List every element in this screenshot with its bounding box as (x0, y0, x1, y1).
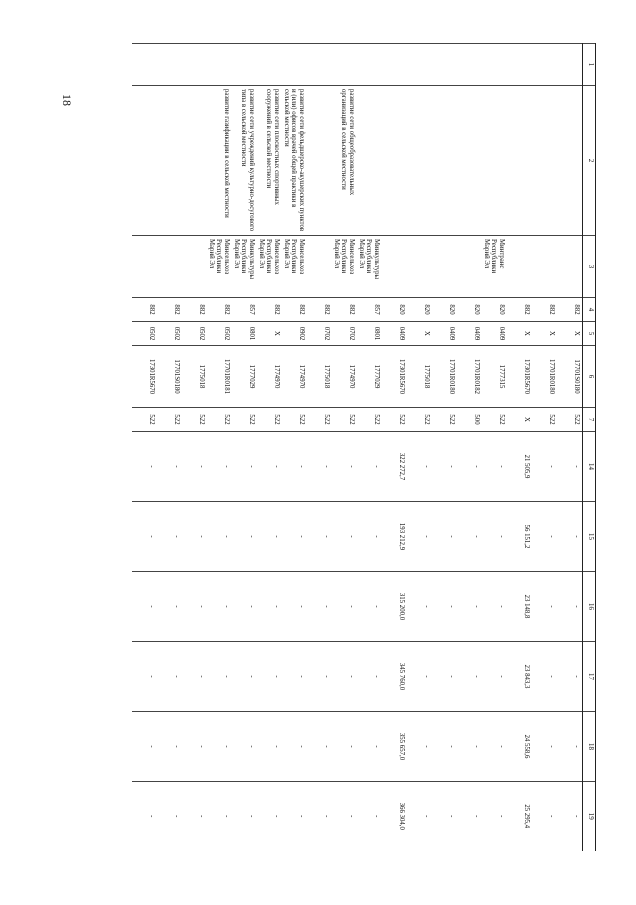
column-header: 2 (583, 86, 596, 236)
cell-c1 (532, 44, 557, 86)
cell-c14: - (557, 432, 583, 502)
cell-c7: X (507, 408, 532, 432)
header-row (583, 44, 596, 851)
cell-c2 (457, 86, 482, 236)
cell-c6: 17701R0180 (432, 346, 457, 408)
cell-c5: 0409 (482, 322, 507, 346)
cell-c3 (432, 236, 457, 298)
cell-c4: 820 (432, 298, 457, 322)
rotated-table-container (106, 43, 596, 850)
cell-c17: - (332, 642, 357, 712)
cell-c1 (332, 44, 357, 86)
cell-c3: Минсельхоз Республики Марий Эл (332, 236, 357, 298)
cell-c19: - (282, 782, 307, 851)
cell-c5: 0902 (282, 322, 307, 346)
cell-c1 (357, 44, 382, 86)
cell-c16: - (207, 572, 232, 642)
cell-c16: - (257, 572, 282, 642)
cell-c16: - (407, 572, 432, 642)
column-header: 1 (583, 44, 596, 86)
cell-c18: - (532, 712, 557, 782)
cell-c1 (282, 44, 307, 86)
table-row (307, 44, 332, 851)
cell-c17: - (557, 642, 583, 712)
cell-c19: 25 295,4 (507, 782, 532, 851)
cell-c6: 17301R5670 (382, 346, 407, 408)
cell-c14: - (157, 432, 182, 502)
cell-c15: - (207, 502, 232, 572)
cell-c4: 820 (382, 298, 407, 322)
cell-c17: - (532, 642, 557, 712)
cell-c14: - (332, 432, 357, 502)
cell-c15: - (482, 502, 507, 572)
cell-c16: - (132, 572, 157, 642)
table-row (332, 44, 357, 851)
cell-c5: 0801 (232, 322, 257, 346)
cell-c5: X (532, 322, 557, 346)
cell-c18: - (157, 712, 182, 782)
cell-c5: 0409 (457, 322, 482, 346)
cell-c7: 522 (432, 408, 457, 432)
cell-c14: - (207, 432, 232, 502)
page-number: 18 (60, 94, 74, 106)
cell-c1 (407, 44, 432, 86)
cell-c14: 322 272,7 (382, 432, 407, 502)
cell-c2 (507, 86, 532, 236)
cell-c19: - (307, 782, 332, 851)
cell-c16: - (482, 572, 507, 642)
cell-c3 (157, 236, 182, 298)
cell-c18: - (257, 712, 282, 782)
cell-c19: - (157, 782, 182, 851)
cell-c14: - (307, 432, 332, 502)
cell-c17: - (132, 642, 157, 712)
cell-c7: 522 (407, 408, 432, 432)
cell-c1 (457, 44, 482, 86)
table-row (382, 44, 407, 851)
cell-c18: - (282, 712, 307, 782)
cell-c16: 315 200,0 (382, 572, 407, 642)
cell-c16: - (457, 572, 482, 642)
cell-c19: - (557, 782, 583, 851)
cell-c4: 882 (557, 298, 583, 322)
cell-c7: 522 (332, 408, 357, 432)
cell-c6: 1774970 (282, 346, 307, 408)
table-row (457, 44, 482, 851)
cell-c2 (557, 86, 583, 236)
cell-c1 (382, 44, 407, 86)
table-row (157, 44, 182, 851)
cell-c6: 17301R5670 (507, 346, 532, 408)
cell-c15: - (282, 502, 307, 572)
cell-c14: - (257, 432, 282, 502)
cell-c2 (532, 86, 557, 236)
cell-c17: 23 843,3 (507, 642, 532, 712)
cell-c5: 0702 (307, 322, 332, 346)
cell-c15: - (407, 502, 432, 572)
cell-c4: 882 (132, 298, 157, 322)
column-header: 4 (583, 298, 596, 322)
column-header: 14 (583, 432, 596, 502)
cell-c4: 857 (357, 298, 382, 322)
cell-c1 (482, 44, 507, 86)
cell-c16: - (282, 572, 307, 642)
cell-c7: 522 (257, 408, 282, 432)
cell-c16: - (157, 572, 182, 642)
cell-c16: - (232, 572, 257, 642)
table-row (482, 44, 507, 851)
cell-c18: - (407, 712, 432, 782)
cell-c3 (182, 236, 207, 298)
cell-c19: - (432, 782, 457, 851)
cell-c3 (557, 236, 583, 298)
cell-c16: - (182, 572, 207, 642)
table-row (232, 44, 257, 851)
table-row (432, 44, 457, 851)
cell-c2: развитие сети общеобразовательных организаций в сельской местности (332, 86, 357, 236)
cell-c1 (132, 44, 157, 86)
cell-c1 (507, 44, 532, 86)
cell-c7: 522 (157, 408, 182, 432)
cell-c7: 522 (207, 408, 232, 432)
cell-c14: - (432, 432, 457, 502)
cell-c18: - (332, 712, 357, 782)
cell-c17: - (457, 642, 482, 712)
cell-c19: - (182, 782, 207, 851)
table-row (257, 44, 282, 851)
cell-c15: - (357, 502, 382, 572)
cell-c15: - (532, 502, 557, 572)
table-row (407, 44, 432, 851)
cell-c4: 882 (182, 298, 207, 322)
cell-c3 (457, 236, 482, 298)
cell-c3 (307, 236, 332, 298)
cell-c2 (307, 86, 332, 236)
column-header: 16 (583, 572, 596, 642)
cell-c17: - (157, 642, 182, 712)
cell-c18: - (357, 712, 382, 782)
cell-c15: - (232, 502, 257, 572)
cell-c3 (382, 236, 407, 298)
cell-c3: Минкультуры Республики Марий Эл (357, 236, 382, 298)
cell-c4: 882 (307, 298, 332, 322)
column-header: 6 (583, 346, 596, 408)
cell-c6: 17701S0180 (157, 346, 182, 408)
cell-c19: - (457, 782, 482, 851)
cell-c19: - (257, 782, 282, 851)
cell-c15: - (332, 502, 357, 572)
budget-table (132, 43, 596, 851)
cell-c6: 1777029 (232, 346, 257, 408)
cell-c19: - (232, 782, 257, 851)
cell-c15: - (557, 502, 583, 572)
cell-c16: - (332, 572, 357, 642)
cell-c15: 56 151,2 (507, 502, 532, 572)
cell-c7: 522 (357, 408, 382, 432)
cell-c7: 522 (182, 408, 207, 432)
cell-c2 (482, 86, 507, 236)
cell-c3 (407, 236, 432, 298)
cell-c4: 857 (232, 298, 257, 322)
cell-c2: развитие сети учреждений культурно-досугового типа в сельской местности (232, 86, 257, 236)
table-row (282, 44, 307, 851)
cell-c1 (307, 44, 332, 86)
cell-c5: 0702 (332, 322, 357, 346)
cell-c19: - (532, 782, 557, 851)
cell-c5: X (557, 322, 583, 346)
cell-c4: 882 (207, 298, 232, 322)
cell-c6: 17701R0180 (532, 346, 557, 408)
cell-c5: 0502 (207, 322, 232, 346)
cell-c14: - (132, 432, 157, 502)
cell-c14: - (282, 432, 307, 502)
cell-c18: - (232, 712, 257, 782)
cell-c14: 21 505,9 (507, 432, 532, 502)
cell-c17: - (407, 642, 432, 712)
column-header: 15 (583, 502, 596, 572)
cell-c5: 0801 (357, 322, 382, 346)
cell-c7: 522 (382, 408, 407, 432)
cell-c2 (357, 86, 382, 236)
cell-c2: развитие сети фельдшерско-акушерских пунктов и (или) офисов врачей общей практики в сельской местности (282, 86, 307, 236)
cell-c16: - (357, 572, 382, 642)
cell-c7: 522 (282, 408, 307, 432)
cell-c18: - (482, 712, 507, 782)
cell-c5: 0409 (382, 322, 407, 346)
cell-c5: 0502 (132, 322, 157, 346)
cell-c19: - (482, 782, 507, 851)
cell-c3: Минсельхоз Республики Марий Эл (257, 236, 282, 298)
cell-c16: - (532, 572, 557, 642)
cell-c18: - (132, 712, 157, 782)
column-header: 7 (583, 408, 596, 432)
cell-c4: 882 (157, 298, 182, 322)
cell-c15: - (182, 502, 207, 572)
cell-c4: 882 (507, 298, 532, 322)
cell-c6: 1775018 (407, 346, 432, 408)
cell-c17: - (432, 642, 457, 712)
cell-c5: 0502 (157, 322, 182, 346)
cell-c5: X (257, 322, 282, 346)
cell-c17: - (307, 642, 332, 712)
column-header: 17 (583, 642, 596, 712)
cell-c6: 1774970 (257, 346, 282, 408)
cell-c1 (207, 44, 232, 86)
cell-c3: Минкультуры Республики Марий Эл (232, 236, 257, 298)
cell-c14: - (357, 432, 382, 502)
column-header: 5 (583, 322, 596, 346)
table-row (182, 44, 207, 851)
cell-c2: развитие газификации в сельской местности (207, 86, 232, 236)
cell-c7: 522 (482, 408, 507, 432)
cell-c14: - (532, 432, 557, 502)
cell-c6: 1775018 (307, 346, 332, 408)
cell-c3 (507, 236, 532, 298)
cell-c4: 882 (282, 298, 307, 322)
cell-c15: - (157, 502, 182, 572)
cell-c15: - (457, 502, 482, 572)
cell-c14: - (232, 432, 257, 502)
column-header: 3 (583, 236, 596, 298)
cell-c15: - (307, 502, 332, 572)
cell-c17: - (482, 642, 507, 712)
cell-c17: 345 760,0 (382, 642, 407, 712)
cell-c19: - (357, 782, 382, 851)
cell-c14: - (457, 432, 482, 502)
cell-c4: 820 (407, 298, 432, 322)
cell-c7: 522 (532, 408, 557, 432)
cell-c2 (382, 86, 407, 236)
cell-c19: - (332, 782, 357, 851)
cell-c6: 1777315 (482, 346, 507, 408)
cell-c6: 1777029 (357, 346, 382, 408)
cell-c7: 522 (557, 408, 583, 432)
cell-c3 (532, 236, 557, 298)
cell-c3 (132, 236, 157, 298)
cell-c4: 882 (332, 298, 357, 322)
cell-c2 (132, 86, 157, 236)
cell-c2 (432, 86, 457, 236)
cell-c15: - (432, 502, 457, 572)
cell-c19: - (407, 782, 432, 851)
cell-c18: 355 657,0 (382, 712, 407, 782)
cell-c17: - (182, 642, 207, 712)
cell-c5: X (407, 322, 432, 346)
cell-c6: 17701R0182 (457, 346, 482, 408)
cell-c4: 820 (482, 298, 507, 322)
cell-c7: 522 (132, 408, 157, 432)
cell-c7: 522 (307, 408, 332, 432)
cell-c3: Минсельхоз Республики Марий Эл (207, 236, 232, 298)
cell-c18: 24 558,6 (507, 712, 532, 782)
cell-c7: 522 (232, 408, 257, 432)
cell-c18: - (557, 712, 583, 782)
cell-c15: - (132, 502, 157, 572)
table-row (357, 44, 382, 851)
cell-c14: - (182, 432, 207, 502)
cell-c5: 0409 (432, 322, 457, 346)
cell-c2 (182, 86, 207, 236)
cell-c4: 882 (532, 298, 557, 322)
cell-c19: - (132, 782, 157, 851)
cell-c19: 366 304,0 (382, 782, 407, 851)
cell-c1 (257, 44, 282, 86)
cell-c14: - (482, 432, 507, 502)
cell-c5: 0502 (182, 322, 207, 346)
cell-c16: - (307, 572, 332, 642)
cell-c6: 1774970 (332, 346, 357, 408)
cell-c3: Минсельхоз Республики Марий Эл (282, 236, 307, 298)
cell-c2 (407, 86, 432, 236)
column-header: 19 (583, 782, 596, 851)
cell-c1 (182, 44, 207, 86)
cell-c7: 500 (457, 408, 482, 432)
cell-c1 (557, 44, 583, 86)
cell-c5: X (507, 322, 532, 346)
cell-c4: 820 (457, 298, 482, 322)
cell-c6: 17701S0180 (557, 346, 583, 408)
table-body (132, 44, 583, 851)
cell-c18: - (457, 712, 482, 782)
cell-c1 (432, 44, 457, 86)
cell-c2: развитие сети плоскостных спортивных сооружений в сельской местности (257, 86, 282, 236)
cell-c18: - (432, 712, 457, 782)
cell-c18: - (182, 712, 207, 782)
table-row (532, 44, 557, 851)
table-row (507, 44, 532, 851)
table-row (132, 44, 157, 851)
cell-c17: - (282, 642, 307, 712)
table-row (557, 44, 583, 851)
cell-c15: 193 212,9 (382, 502, 407, 572)
cell-c4: 882 (257, 298, 282, 322)
cell-c14: - (407, 432, 432, 502)
cell-c3: Минтранс Республики Марий Эл (482, 236, 507, 298)
cell-c17: - (257, 642, 282, 712)
cell-c16: - (432, 572, 457, 642)
cell-c18: - (207, 712, 232, 782)
cell-c6: 17701R0181 (207, 346, 232, 408)
cell-c6: 1775018 (182, 346, 207, 408)
table-row (207, 44, 232, 851)
cell-c1 (157, 44, 182, 86)
cell-c15: - (257, 502, 282, 572)
cell-c17: - (207, 642, 232, 712)
cell-c1 (232, 44, 257, 86)
column-header: 18 (583, 712, 596, 782)
cell-c17: - (232, 642, 257, 712)
cell-c6: 17301R5670 (132, 346, 157, 408)
cell-c19: - (207, 782, 232, 851)
cell-c18: - (307, 712, 332, 782)
cell-c17: - (357, 642, 382, 712)
cell-c16: - (557, 572, 583, 642)
cell-c16: 23 148,8 (507, 572, 532, 642)
cell-c2 (157, 86, 182, 236)
